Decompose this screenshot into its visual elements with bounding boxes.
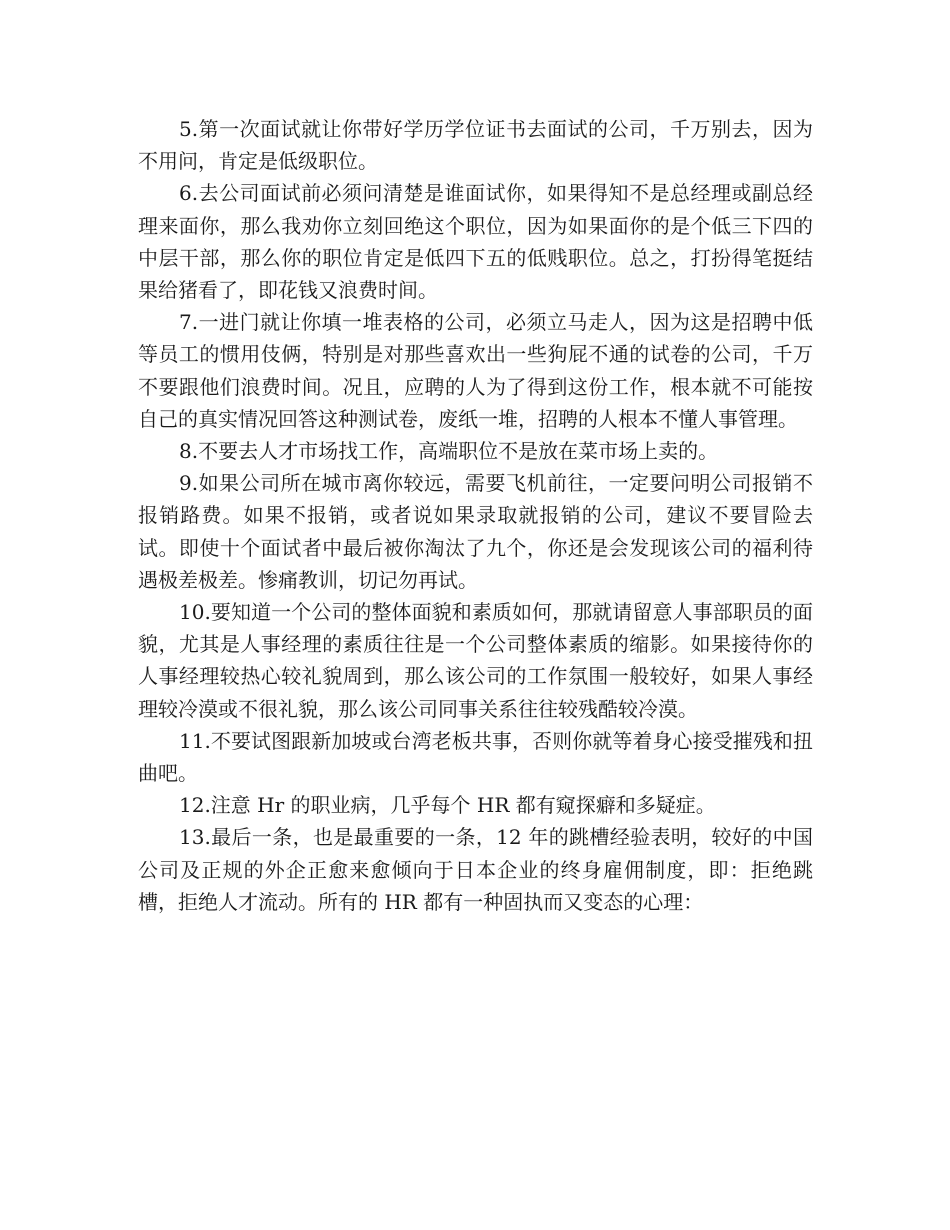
paragraph-5: 5.第一次面试就让你带好学历学位证书去面试的公司，千万别去，因为不用问，肯定是低级职位。 xyxy=(138,117,813,174)
paragraph-10: 10.要知道一个公司的整体面貌和素质如何，那就请留意人事部职员的面貌，尤其是人事经理的素质往往是一个公司整体素质的缩影。如果接待你的人事经理较热心较礼貌周到，那么该公司的工作氛围一般较好，如果人事经理较冷漠或不很礼貌，那么该公司同事关系往往较残酷较冷漠。 xyxy=(138,600,813,721)
paragraph-8: 8.不要去人才市场找工作，高端职位不是放在菜市场上卖的。 xyxy=(179,439,719,464)
paragraph-7: 7.一进门就让你填一堆表格的公司，必须立马走人，因为这是招聘中低等员工的惯用伎俩，特别是对那些喜欢出一些狗屁不通的试卷的公司，千万不要跟他们浪费时间。况且，应聘的人为了得到这份工作，根本就不可能按自己的真实情况回答这种测试卷，废纸一堆，招聘的人根本不懂人事管理。 xyxy=(138,310,813,431)
paragraph-9: 9.如果公司所在城市离你较远，需要飞机前往，一定要问明公司报销不报销路费。如果不报销，或者说如果录取就报销的公司，建议不要冒险去试。即使十个面试者中最后被你淘汰了九个，你还是会发现该公司的福利待遇极差极差。惨痛教训，切记勿再试。 xyxy=(138,471,813,592)
paragraph-6: 6.去公司面试前必须问清楚是谁面试你，如果得知不是总经理或副总经理来面你，那么我劝你立刻回绝这个职位，因为如果面你的是个低三下四的中层干部，那么你的职位肯定是低四下五的低贱职位。总之，打扮得笔挺结果给猪看了，即花钱又浪费时间。 xyxy=(138,181,813,303)
paragraph-11: 11.不要试图跟新加坡或台湾老板共事，否则你就等着身心接受摧残和扭曲吧。 xyxy=(138,728,813,786)
paragraph-13: 13.最后一条，也是最重要的一条，12 年的跳槽经验表明，较好的中国公司及正规的外企正愈来愈倾向于日本企业的终身雇佣制度，即：拒绝跳槽，拒绝人才流动。所有的 HR 都有一种固执而又变态的心理： xyxy=(138,825,813,914)
paragraph-12: 12.注意 Hr 的职业病，几乎每个 HR 都有窥探癖和多疑症。 xyxy=(179,793,716,818)
document-body xyxy=(138,113,813,918)
